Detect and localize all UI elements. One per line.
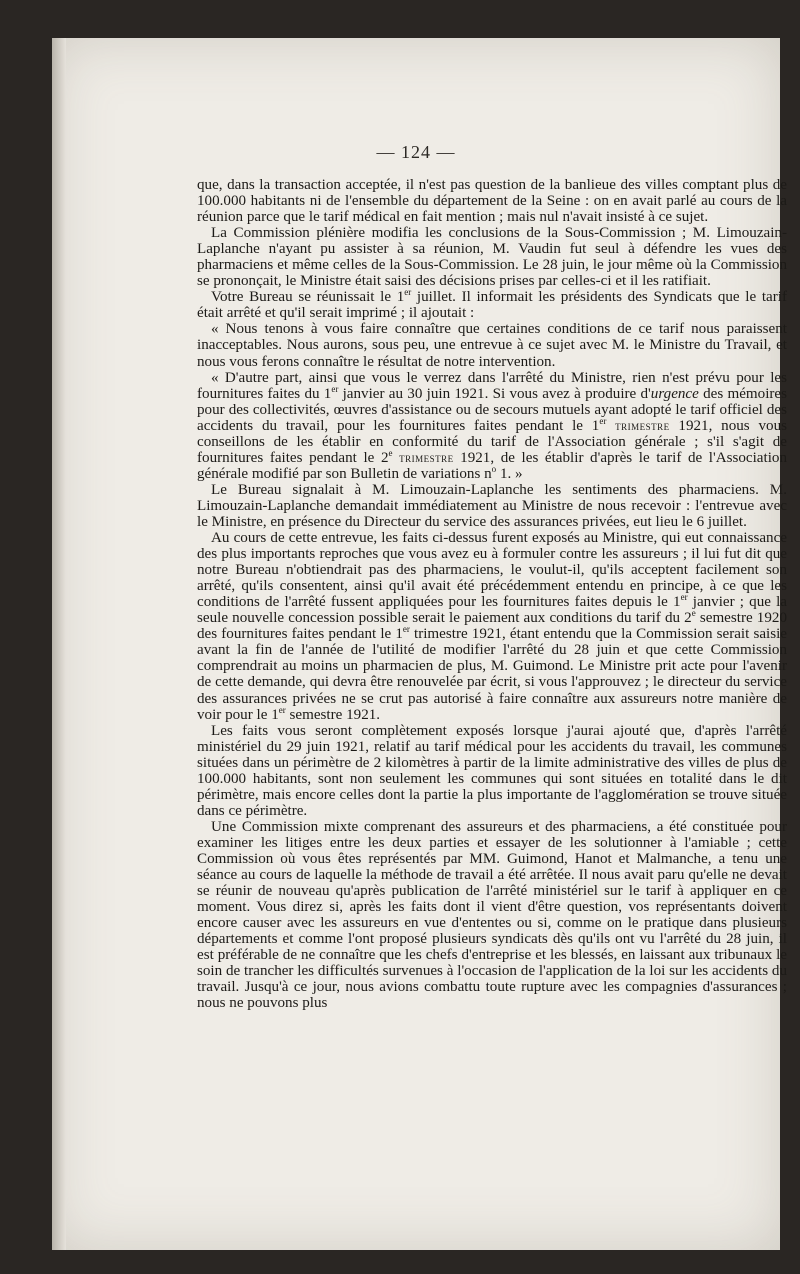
text-run: Le Bureau signalait à M. Limouzain-Laplanche les sentiments des pharmaciens. M. Limouzain-Laplanche demandait immédiatement au Ministre de nous recevoir : l'entrevue avec le Ministre, en présence du Directeur du service des assurances privées, eut lieu le 6 juillet.	[197, 481, 787, 530]
page-number: — 124 —	[376, 142, 456, 162]
text-run: Au cours de cette entrevue, les faits ci-dessus furent exposés au Ministre, qui eut connaissance des plus importants reproches que vous avez eu à formuler contre les assureurs ; il lui fut dit que notre Bureau n'obtiendrait pas des pharmaciens, le voulut-il, qu'ils acceptent facilement son arrêté, qu'ils consentent, ainsi qu'il avait été précédemment entendu en principe, à ce que les conditions de l'arrêté fussent appliquées pour les fournitures faites depuis le 1	[197, 530, 787, 611]
book-page	[52, 38, 788, 1250]
text-run: La Commission plénière modifia les conclusions de la Sous-Commission ; M. Limouzain-Laplanche n'ayant pu assister à sa réunion, M. Vaudin fut seul à défendre les vues des pharmaciens et même celles de la Sous-Commission. Le 28 juin, le jour même où la Commission se prononçait, le Ministre était saisi des décisions prises par celles-ci et il les ratifiait.	[197, 225, 787, 290]
text-run: que, dans la transaction acceptée, il n'est pas question de la banlieue des villes comptant plus de 100.000 habitants ni de l'ensemble du département de la Seine : on en avait parlé au cours de la réunion parce que le tarif médical en fait mention ; mais nul n'avait insisté à ce sujet.	[197, 177, 787, 226]
superscript: o	[491, 463, 497, 474]
superscript: er	[599, 415, 607, 426]
text-run: Les faits vous seront complètement exposés lorsque j'aurai ajouté que, d'après l'arrêté ministériel du 29 juin 1921, relatif au tarif médical pour les accidents du travail, les communes situées dans un périmètre de 2 kilomètres à partir de la limite administrative des villes de plus de 100.000 habitants, sont non seulement les communes qui sont situées en totalité dans le dit périmètre, mais encore celles dont la partie la plus importante de l'agglomération se trouve située dans ce périmètre.	[197, 722, 787, 819]
superscript: er	[278, 704, 286, 715]
small-caps-text: trimestre	[606, 417, 670, 433]
paragraph-p9	[197, 819, 787, 1012]
text-run: semestre 1921.	[285, 706, 381, 723]
paragraph-p1	[197, 177, 787, 225]
paragraph-p6	[197, 482, 787, 530]
text-run: janvier ; que la seule nouvelle concession possible serait le paiement aux conditions du tarif du 2	[197, 594, 787, 627]
text-run: 1. »	[496, 465, 523, 482]
superscript: e	[388, 447, 393, 458]
paragraph-p8	[197, 723, 787, 819]
text-run: juillet. Il informait les présidents des Syndicats que le tarif était arrêté et qu'il serait imprimé ; il ajoutait :	[197, 289, 787, 322]
superscript: er	[404, 287, 412, 298]
paragraph-p2	[197, 225, 787, 289]
paragraph-p7	[197, 530, 787, 723]
small-caps-text: trimestre	[392, 449, 454, 465]
paragraph-p5	[197, 370, 787, 482]
text-run: 1921, de les établir d'après le tarif de l'Association générale modifié par son Bulletin de variations n	[197, 449, 787, 482]
superscript: er	[680, 592, 688, 603]
text-run: janvier au 30 juin 1921. Si vous avez à produire d'	[338, 385, 651, 402]
italic-text: urgence	[650, 385, 699, 402]
text-run: trimestre 1921, étant entendu que la Commission serait saisie avant la fin de l'année de l'utilité de modifier l'arrêté du 28 juin et que cette Commission comprendrait au moins un pharmacien de plus, M. Guimond. Le Ministre prit acte pour l'avenir de cette demande, qui devra être renouvelée par écrit, si vous l'approuvez ; le directeur du service des assurances privées ne se crut pas autorisé à faire connaître aux assureurs notre manière de voir pour le 1	[197, 626, 787, 723]
text-run: Une Commission mixte comprenant des assureurs et des pharmaciens, a été constituée pour examiner les litiges entre les deux parties et essayer de les solutionner à l'amiable ; cette Commission où vous êtes représentés par MM. Guimond, Hanot et Malmanche, a tenu une séance au cours de laquelle la méthode de travail a été arrêtée. Il nous avait paru qu'elle ne devait se réunir de nouveau qu'après publication de l'arrêté ministériel sur le tarif à appliquer en ce moment. Vous direz si, après les faits dont il vient d'être question, vos représentants doivent encore causer avec les assureurs en vue d'ententes ou si, comme on le pratique dans plusieurs départements et comme l'ont proposé plusieurs syndicats dès qu'ils ont vu l'arrêté du 28 juin, il est préférable de ne connaître que les chefs d'entreprise et les blessés, en laissant aux tribunaux le soin de trancher les difficultés survenues à l'occasion de l'application de la loi sur les accidents du travail. Jusqu'à ce jour, nous avions combattu toute rupture avec les compagnies d'assurances ; nous ne pouvons plus	[197, 818, 787, 1012]
paragraph-p3	[197, 289, 787, 321]
superscript: e	[691, 608, 696, 619]
text-run: 1921, nous vous conseillons de les établir en conformité du tarif de l'Association générale ; s'il s'agit de fournitures faites pendant le 2	[197, 417, 787, 466]
superscript: er	[402, 624, 410, 635]
text-run: « Nous tenons à vous faire connaître que certaines conditions de ce tarif nous paraissent inacceptables. Nous aurons, sous peu, une entrevue à ce sujet avec M. le Ministre du Travail, et nous vous ferons connaître le résultat de notre intervention.	[197, 321, 787, 370]
text-run: des mémoires pour des collectivités, œuvres d'assistance ou de secours mutuels ayant adopté le tarif officiel des accidents du travail, pour les fournitures faites pendant le 1	[197, 385, 788, 434]
text-run: Votre Bureau se réunissait le 1	[211, 289, 405, 306]
paragraph-p4	[197, 321, 787, 369]
body-text	[197, 177, 787, 1011]
text-run: « D'autre part, ainsi que vous le verrez dans l'arrêté du Ministre, rien n'est prévu pour les fournitures faites du 1	[197, 369, 787, 402]
text-run: semestre 1920 des fournitures faites pendant le 1	[197, 610, 787, 643]
superscript: er	[331, 383, 339, 394]
